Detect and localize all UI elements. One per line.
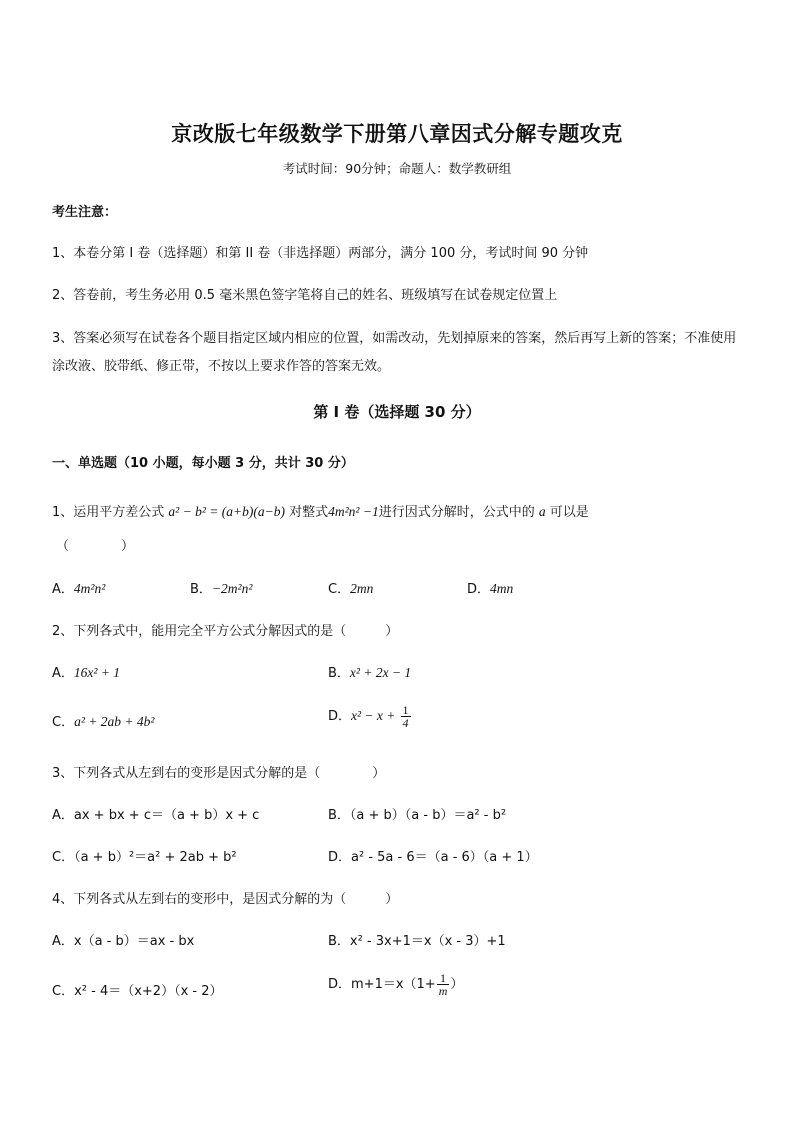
- question-3-stem: 3、下列各式从左到右的变形是因式分解的是（ ）: [52, 766, 386, 781]
- question-1-stem: [52, 501, 589, 520]
- fraction: [401, 704, 411, 729]
- q1-option-d: [467, 578, 513, 597]
- q2-option-d: [328, 704, 412, 729]
- fraction-denominator: m: [438, 984, 448, 998]
- exam-info: 考试时间：90分钟；命题人：数学教研组: [282, 161, 512, 176]
- q1-option-b: [190, 578, 252, 597]
- fraction-denominator: 4: [402, 716, 409, 730]
- notice-item-3: 3、答案必须写在试卷各个题目指定区域内相应的位置，如需改动，先划掉原来的答案，然后再写上新的答案；不准使用涂改液、胶带纸、修正带，不按以上要求作答的答案无效。: [52, 331, 737, 374]
- option-label: A．: [52, 666, 74, 681]
- option-label: A．: [52, 582, 74, 597]
- q3-option-a: A．ax + bx + c＝（a + b）x + c: [52, 808, 260, 823]
- q3-option-d: D．a² - 5a - 6＝（a - 6）（a + 1）: [328, 850, 538, 865]
- q1-prefix: 1、运用平方差公式: [52, 505, 165, 520]
- notice-item-1: 1、本卷分第 I 卷（选择题）和第 II 卷（非选择题）两部分，满分 100 分，考试时间 90 分钟: [52, 246, 589, 261]
- q2-option-b: [328, 662, 411, 681]
- option-expr: −2m²n²: [211, 581, 253, 596]
- question-1-blank: （ ）: [56, 539, 135, 554]
- q3-option-c: C．（a + b）²＝a² + 2ab + b²: [52, 850, 237, 865]
- option-expr: x² + 2x − 1: [349, 665, 412, 680]
- option-expr: 4m²n²: [73, 581, 106, 596]
- q4-option-d: [328, 972, 463, 997]
- option-label: C．: [52, 715, 75, 730]
- q1-formula: a² − b² = (a+b)(a−b): [168, 504, 285, 519]
- option-label: D．: [328, 709, 352, 724]
- q2-option-a: [52, 662, 120, 681]
- section-title: 第 I 卷（选择题 30 分）: [313, 403, 481, 421]
- option-label: C．: [328, 582, 351, 597]
- q4-option-a: A．x（a - b）＝ax - bx: [52, 934, 195, 949]
- notice-heading: 考生注意：: [52, 205, 118, 220]
- part-heading: 一、单选题（10 小题，每小题 3 分，共计 30 分）: [52, 456, 354, 471]
- notice-item-2: 2、答卷前，考生务必用 0.5 毫米黑色签字笔将自己的姓名、班级填写在试卷规定位置上: [52, 288, 558, 303]
- option-label: B．: [190, 582, 212, 597]
- option-expr: 2mn: [350, 581, 374, 596]
- fraction-numerator: 1: [437, 972, 450, 985]
- option-expr: 4mn: [490, 581, 514, 596]
- option-expr: 16x² + 1: [73, 665, 121, 680]
- option-text: D．m+1＝x（1+: [328, 977, 436, 992]
- q1-suffix-a: 进行因式分解时，公式中的: [378, 505, 535, 520]
- question-4-stem: 4、下列各式从左到右的变形中，是因式分解的为（ ）: [52, 892, 399, 907]
- q1-middle: 对整式: [289, 505, 329, 520]
- q1-option-a: [52, 578, 105, 597]
- page-title: 京改版七年级数学下册第八章因式分解专题攻克: [171, 121, 623, 146]
- option-label: B．: [328, 666, 350, 681]
- question-2-stem: 2、下列各式中，能用完全平方公式分解因式的是（ ）: [52, 624, 399, 639]
- option-text-end: ）: [450, 977, 464, 992]
- fraction: [437, 972, 450, 997]
- q1-expr: 4m²n² −1: [328, 504, 379, 519]
- q3-option-b: B．（a + b）（a - b）＝a² - b²: [328, 808, 507, 823]
- fraction-numerator: 1: [402, 703, 409, 717]
- q1-var: a: [538, 504, 546, 519]
- option-expr: a² + 2ab + 4b²: [74, 714, 155, 729]
- option-expr: x² − x +: [351, 708, 396, 723]
- q1-option-c: [328, 578, 373, 597]
- q4-option-c: C．x² - 4＝（x+2）（x - 2）: [52, 984, 223, 999]
- q4-option-b: B．x² - 3x+1＝x（x - 3）+1: [328, 934, 506, 949]
- option-label: D．: [467, 582, 491, 597]
- q2-option-c: [52, 711, 154, 730]
- q1-suffix-b: 可以是: [549, 505, 589, 520]
